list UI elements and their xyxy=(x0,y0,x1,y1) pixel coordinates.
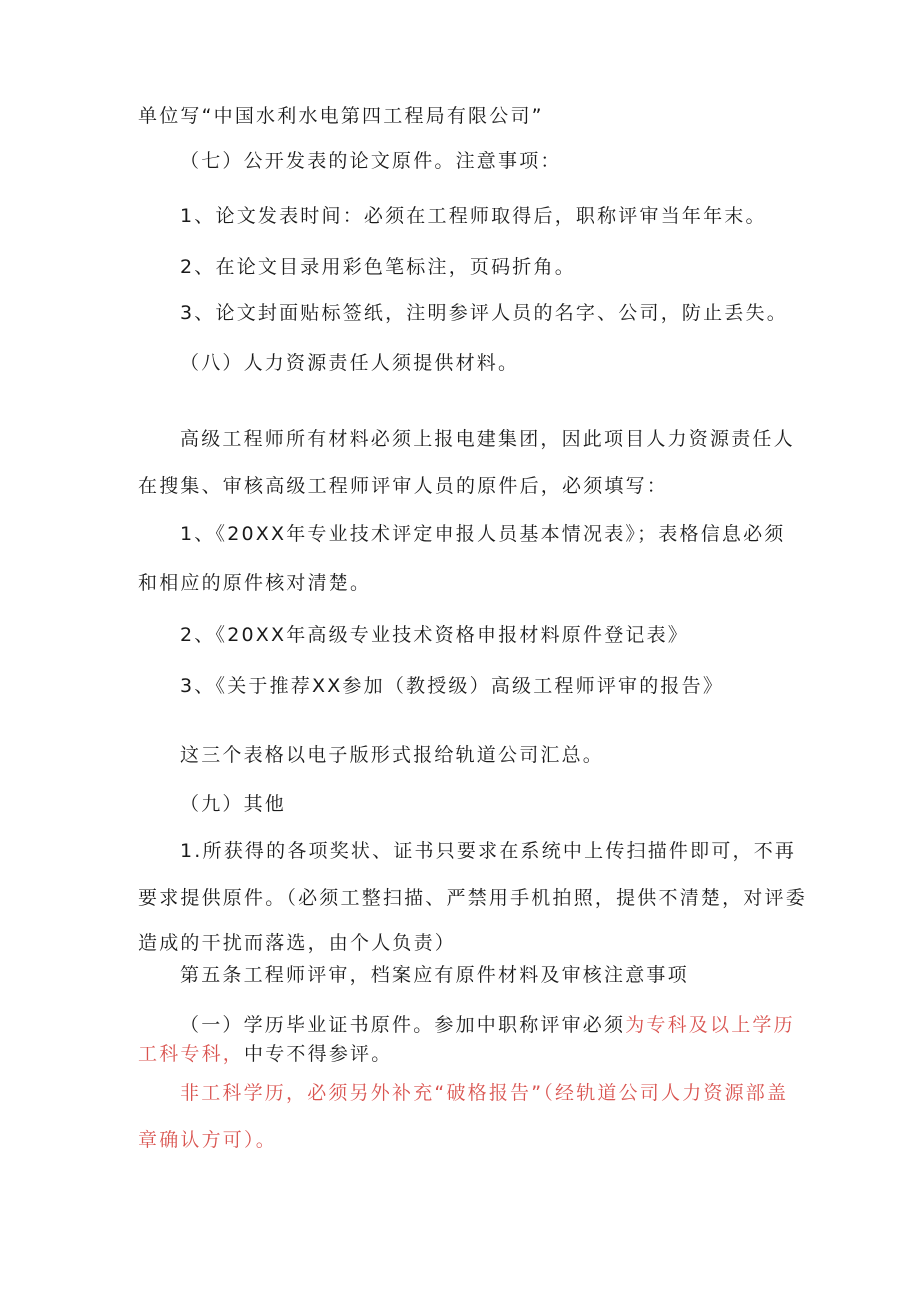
list-item: 3、《关于推荐XX参加（教授级）高级工程师评审的报告》 xyxy=(180,675,725,697)
list-item: 2、《20XX年高级专业技术资格申报材料原件登记表》 xyxy=(180,624,689,646)
paragraph-line: 这三个表格以电子版形式报给轨道公司汇总。 xyxy=(180,744,605,766)
section-heading-8: （八）人力资源责任人须提供材料。 xyxy=(180,352,520,374)
article-heading: 第五条工程师评审，档案应有原件材料及审核注意事项 xyxy=(180,964,689,986)
list-item: 3、论文封面贴标签纸，注明参评人员的名字、公司，防止丢失。 xyxy=(180,302,788,324)
paragraph-line: 和相应的原件核对清楚。 xyxy=(138,572,372,594)
highlighted-paragraph: 章确认方可）。 xyxy=(138,1129,277,1151)
paragraph-line: 造成的干扰而落选，由个人负责） xyxy=(138,932,457,954)
paragraph-line: 要求提供原件。（必须工整扫描、严禁用手机拍照，提供不清楚，对评委 xyxy=(138,887,807,909)
list-item: 1、论文发表时间：必须在工程师取得后，职称评审当年年末。 xyxy=(180,205,767,227)
paragraph-line: 单位写“中国水利水电第四工程局有限公司” xyxy=(138,105,544,127)
paragraph-line xyxy=(180,1012,795,1038)
text-span: 中专不得参评。 xyxy=(244,1043,393,1065)
paragraph-line xyxy=(138,1041,392,1067)
list-item: 1.所获得的各项奖状、证书只要求在系统中上传扫描件即可，不再 xyxy=(180,840,797,862)
text-span: （一）学历毕业证书原件。参加中职称评审必须 xyxy=(180,1014,626,1036)
section-heading-9: （九）其他 xyxy=(180,793,287,815)
highlighted-paragraph: 非工科学历，必须另外补充“破格报告”（经轨道公司人力资源部盖 xyxy=(180,1082,789,1104)
paragraph-line: 高级工程师所有材料必须上报电建集团，因此项目人力资源责任人 xyxy=(180,428,795,450)
highlighted-text: 工科专科， xyxy=(138,1043,245,1065)
list-item: 2、在论文目录用彩色笔标注，页码折角。 xyxy=(180,256,576,278)
highlighted-text: 为专科及以上学历 xyxy=(625,1014,795,1036)
paragraph-line: 在搜集、审核高级工程师评审人员的原件后，必须填写： xyxy=(138,475,669,497)
section-heading-7: （七）公开发表的论文原件。注意事项： xyxy=(180,150,562,172)
list-item: 1、《20XX年专业技术评定申报人员基本情况表》；表格信息必须 xyxy=(180,523,786,545)
